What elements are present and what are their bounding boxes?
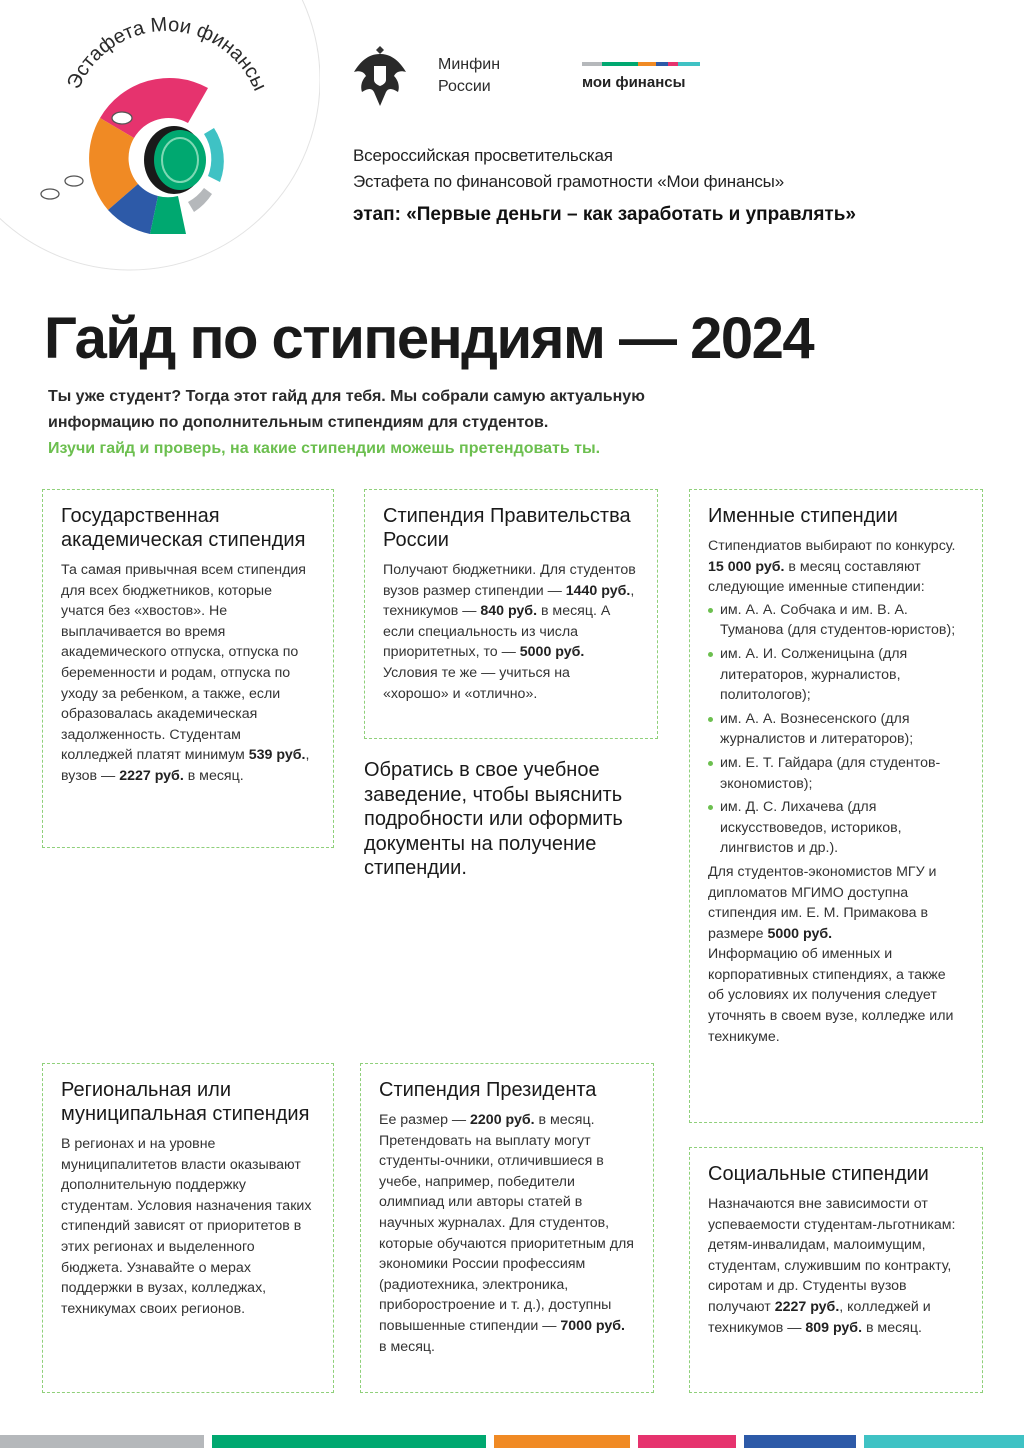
card-text: В регионах и на уровне муниципалитетов власти оказывают дополнительную поддержку студентам. Условия назначения таких стипендий зависят от приоритетов в этих регионах и выделенного бюджета. Узнавайте о мерах поддержки в вузах, колледжах, техникумах своих регионов.: [61, 1136, 312, 1317]
small-coin-icon: [41, 189, 59, 199]
relay-line1: Всероссийская просветительская: [353, 146, 613, 165]
intro-line1: Ты уже студент? Тогда этот гайд для тебя. Мы собрали самую актуальную: [48, 388, 645, 405]
callout-text: Обратись в свое учебное заведение, чтобы выяснить подробности или оформить документы на получение стипендии.: [364, 759, 623, 879]
card-government-scholarship: [364, 489, 658, 739]
logo-arc-text: Эстафета Мои финансы: [62, 13, 271, 95]
relay-logo: [0, 0, 320, 280]
card-title: Региональная или муниципальная стипендия: [61, 1079, 310, 1125]
brand-bar: [582, 62, 602, 66]
list-item: им. А. А. Вознесенского (для журналистов и литераторов);: [708, 709, 964, 750]
brand-bar: [678, 62, 700, 66]
card-title: Стипендия Президента: [379, 1079, 597, 1101]
card-text: Информацию об именных и корпоративных стипендиях, а также об условиях их получения следует уточнять в своем вузе, колледже или техникуме.: [708, 946, 954, 1045]
intro-green-line: Изучи гайд и проверь, на какие стипендии можешь претендовать ты.: [48, 440, 601, 457]
intro: [48, 384, 808, 462]
footer-color-bars: [0, 1435, 1024, 1448]
card-text: Стипендиатов выбирают по конкурсу. 15 000 руб. в месяц составляют следующие именные стипендии:: [708, 538, 956, 596]
card-text: Получают бюджетники. Для студентов вузов размер стипендии — 1440 руб., техникумов — 840 руб. в месяц. А если специальность из числа приоритетных, то — 5000 руб. Условия те же — учиться на «хорошо» и «отлично».: [383, 562, 636, 702]
relay-stage: этап: «Первые деньги – как заработать и управлять»: [353, 204, 856, 225]
list-item: им. А. И. Солженицына (для литераторов, журналистов, политологов);: [708, 644, 964, 706]
eagle-emblem-icon: [350, 40, 410, 112]
card-text: Назначаются вне зависимости от успеваемости студентам-льготникам: детям-инвалидам, малоимущим, студентам, служившим по контракту, сиротам и др. Студенты вузов получают 2227 руб., колледжей и техникумов — 809 руб. в месяц.: [708, 1196, 956, 1336]
card-text: Та самая привычная всем стипендия для всех бюджетников, которые учатся без «хвостов». Не выплачивается во время академического отпуска, отпуска по беременности и родам, отпуска по уходу за ребенком, а также, если образовалась академическая задолженность. Студентам колледжей платят минимум 539 руб., вузов — 2227 руб. в месяц.: [61, 562, 310, 784]
footer-bar: [0, 1435, 204, 1448]
card-social-scholarship: [689, 1147, 983, 1393]
card-text: Ее размер — 2200 руб. в месяц. Претендовать на выплату могут студенты-очники, отличившиеся в учебе, например, победители олимпиад или авторы статей в научных журналах. Для студентов, которые обучаются приоритетным для экономики России профессиям (радиотехника, электроника, приборостроение и т. д.), доступны повышенные стипендии — 7000 руб. в месяц.: [379, 1112, 634, 1355]
card-president-scholarship: [360, 1063, 654, 1393]
relay-logo-graphic: [0, 0, 320, 280]
brand-bar: [656, 62, 668, 66]
moi-finansy-brand: [582, 62, 700, 91]
footer-bar: [864, 1435, 1024, 1448]
card-named-scholarships: [689, 489, 983, 1123]
card-title: Стипендия Правительства России: [383, 505, 631, 551]
named-list: [708, 600, 964, 859]
footer-bar: [638, 1435, 736, 1448]
card-academic-scholarship: [42, 489, 334, 848]
minfin-line1: Минфин: [438, 56, 501, 73]
minfin-logo: [350, 40, 500, 112]
brand-color-bars: [582, 62, 700, 66]
small-coin-icon: [65, 176, 83, 186]
list-item: им. Е. Т. Гайдара (для студентов-экономистов);: [708, 753, 964, 794]
card-title: Государственная академическая стипендия: [61, 505, 306, 551]
minfin-line2: России: [438, 78, 491, 95]
card-title: Социальные стипендии: [708, 1163, 929, 1185]
footer-bar: [744, 1435, 856, 1448]
footer-bar: [212, 1435, 486, 1448]
card-regional-scholarship: [42, 1063, 334, 1393]
intro-line2: информацию по дополнительным стипендиям для студентов.: [48, 414, 549, 431]
brand-bar: [668, 62, 678, 66]
card-title: Именные стипендии: [708, 505, 898, 527]
footer-bar: [494, 1435, 630, 1448]
list-item: им. А. А. Собчака и им. В. А. Туманова (для студентов-юристов);: [708, 600, 964, 641]
brand-bar: [602, 62, 638, 66]
relay-heading: [353, 143, 993, 226]
list-item: им. Д. С. Лихачева (для искусствоведов, историков, лингвистов и др.).: [708, 797, 964, 859]
brand-bar: [638, 62, 656, 66]
brand-text: мои финансы: [582, 74, 686, 91]
small-coin-icon: [112, 112, 132, 124]
card-text: Для студентов-экономистов МГУ и дипломатов МГИМО доступна стипендия им. Е. М. Примакова в размере 5000 руб.: [708, 863, 937, 942]
page-title: Гайд по стипендиям — 2024: [44, 306, 814, 371]
relay-line2: Эстафета по финансовой грамотности «Мои финансы»: [353, 172, 784, 191]
